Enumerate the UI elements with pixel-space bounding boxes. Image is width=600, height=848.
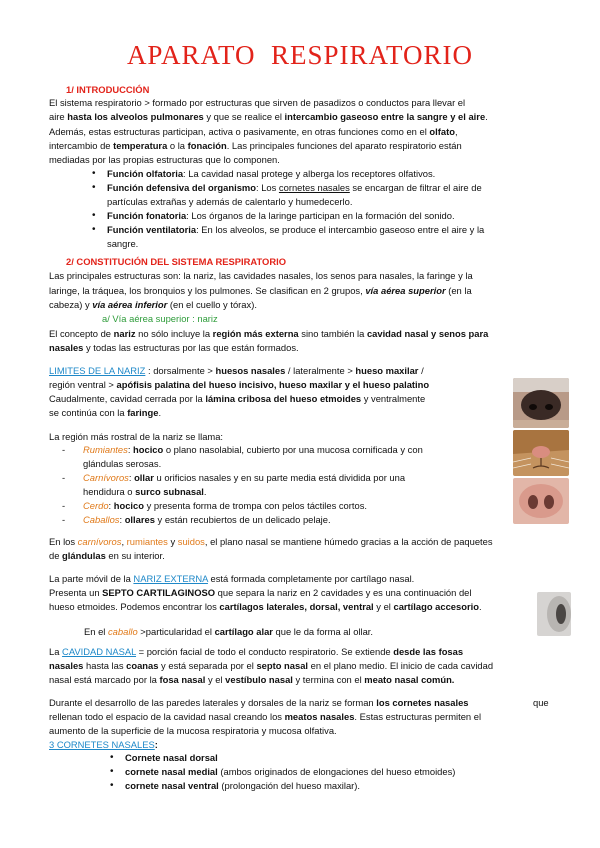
limites-line-2: región ventral > apófisis palatina del hueso incisivo, hueso maxilar y el hueso palatino [49, 379, 430, 390]
cavidad-line-2: nasales hasta las coanas y está separada por el septo nasal en el plano medio. El inicio de cada cavidad [49, 660, 494, 671]
cornete-item: Cornete nasal dorsal [125, 752, 218, 763]
function-item: Función olfatoria: La cavidad nasal protege y alberga los receptores olfativos. [107, 168, 436, 179]
plano-line-1: En los carnívoros, rumiantes y suidos, el plano nasal se mantiene húmedo gracias a la acción de paquetes [49, 536, 493, 547]
limites-link[interactable]: LIMITES DE LA NARIZ [49, 365, 146, 376]
nariz-line-1: El concepto de nariz no sólo incluye la región más externa sino también la cavidad nasal y senos para [49, 328, 489, 339]
page-title: APARATO RESPIRATORIO [126, 40, 474, 70]
intro-line-5: mediadas por las propias estructuras que lo componen. [49, 154, 280, 165]
region-item-continuation: glándulas serosas. [83, 458, 162, 469]
pig-snout-photo [513, 478, 569, 524]
function-item: Función ventilatoria: En los alveolos, se produce el intercambio gaseoso entre el aire y la [107, 224, 485, 235]
desarrollo-line-1: Durante el desarrollo de las paredes laterales y dorsales de la nariz se forman los cornetes nasales [49, 697, 469, 708]
dash-icon: - [62, 472, 66, 483]
dash-icon: - [62, 500, 66, 511]
limites-line-3: Caudalmente, cavidad cerrada por la lámina cribosa del hueso etmoides y ventralmente [49, 393, 426, 404]
section-heading-constitucion: 2/ CONSTITUCIÓN DEL SISTEMA RESPIRATORIO [66, 256, 286, 267]
s2-line-2: laringe, la tráquea, los bronquios y los pulmones. Se clasifican en 2 grupos, vía aérea superior (en la [49, 285, 472, 296]
intro-line-3: Además, estas estructuras participan, activa o pasivamente, en otras funciones como en el olfato, [49, 126, 458, 137]
bullet-icon: • [92, 182, 96, 193]
cornetes-heading: 3 CORNETES NASALES: [49, 739, 158, 750]
cornete-item: cornete nasal ventral (prolongación del hueso maxilar). [125, 780, 361, 791]
section-heading-introduccion: 1/ INTRODUCCIÓN [66, 84, 150, 95]
dog-nose-photo [513, 378, 569, 428]
nariz-externa-link[interactable]: NARIZ EXTERNA [133, 573, 208, 584]
cornete-item: cornete nasal medial (ambos originados de elongaciones del hueso etmoides) [125, 766, 456, 777]
function-item: Función fonatoria: Los órganos de la laringe participan en la formación del sonido. [107, 210, 455, 221]
desarrollo-line-3: aumento de la superficie de la mucosa respiratoria y mucosa olfativa. [49, 725, 337, 736]
function-item: Función defensiva del organismo: Los cornetes nasales se encargan de filtrar el aire de [107, 182, 482, 193]
region-item-continuation: hendidura o surco subnasal. [83, 486, 207, 497]
s2-line-1: Las principales estructuras son: la nariz, las cavidades nasales, los senos para nasales, la faringe y la [49, 270, 473, 281]
caballo-line: En el caballo >particularidad el cartílago alar que le da forma al ollar. [84, 626, 374, 637]
desarrollo-line-1-end: que [533, 697, 549, 708]
plano-line-2: de glándulas en su interior. [49, 550, 165, 561]
cavidad-line-1: La CAVIDAD NASAL = porción facial de todo el conducto respiratorio. Se extiende desde las fosas [49, 646, 464, 657]
limites-line-1: LIMITES DE LA NARIZ : dorsalmente > huesos nasales / lateralmente > hueso maxilar / [49, 365, 424, 376]
bullet-icon: • [110, 766, 114, 777]
function-item-continuation: partículas extrañas y además de calentarlo y humedecerlo. [107, 196, 353, 207]
intro-line-2: aire hasta los alveolos pulmonares y que se realice el intercambio gaseoso entre la sangre y el aire. [49, 111, 488, 122]
bullet-icon: • [92, 168, 96, 179]
region-item: Carnívoros: ollar u orificios nasales y en su parte media está dividida por una [83, 472, 406, 483]
cat-nose-photo [513, 430, 569, 476]
subheading-via-aerea-superior: a/ Vía aérea superior : nariz [102, 313, 218, 324]
bullet-icon: • [92, 210, 96, 221]
limites-line-4: se continúa con la faringe. [49, 407, 162, 418]
intro-line-1: El sistema respiratorio > formado por estructuras que sirven de pasadizos o conductos para llevar el [49, 97, 466, 108]
cavidad-line-3: nasal está marcado por la fosa nasal y el vestíbulo nasal y termina con el meato nasal común. [49, 674, 455, 685]
bullet-icon: • [92, 224, 96, 235]
region-intro: La región más rostral de la nariz se llama: [49, 431, 224, 442]
horse-nostril-photo [537, 592, 571, 636]
bullet-icon: • [110, 752, 114, 763]
intro-line-4: intercambio de temperatura o la fonación. Las principales funciones del aparato respiratorio están [49, 140, 462, 151]
desarrollo-line-2: rellenan todo el espacio de la cavidad nasal creando los meatos nasales. Estas estructuras permiten el [49, 711, 482, 722]
region-item: Cerdo: hocico y presenta forma de trompa con pelos táctiles cortos. [83, 500, 368, 511]
function-item-continuation: sangre. [107, 238, 139, 249]
region-item: Rumiantes: hocico o plano nasolabial, cubierto por una mucosa cornificada y con [83, 444, 423, 455]
dash-icon: - [62, 444, 66, 455]
movil-line-1: La parte móvil de la NARIZ EXTERNA está formada completamente por cartílago nasal. [49, 573, 415, 584]
movil-line-2: Presenta un SEPTO CARTILAGINOSO que separa la nariz en 2 cavidades y es una continuación del [49, 587, 472, 598]
cavidad-nasal-link[interactable]: CAVIDAD NASAL [62, 646, 137, 657]
s2-line-3: cabeza) y vía aérea inferior (en el cuello y tórax). [49, 299, 257, 310]
movil-line-3: hueso etmoides. Podemos encontrar los cartílagos laterales, dorsal, ventral y el cartílago accesorio. [49, 601, 482, 612]
bullet-icon: • [110, 780, 114, 791]
nariz-line-2: nasales y todas las estructuras por las que están formados. [49, 342, 299, 353]
cornetes-link[interactable]: 3 CORNETES NASALES [49, 739, 155, 750]
region-item: Caballos: ollares y están recubiertos de un delicado pelaje. [83, 514, 331, 525]
dash-icon: - [62, 514, 66, 525]
